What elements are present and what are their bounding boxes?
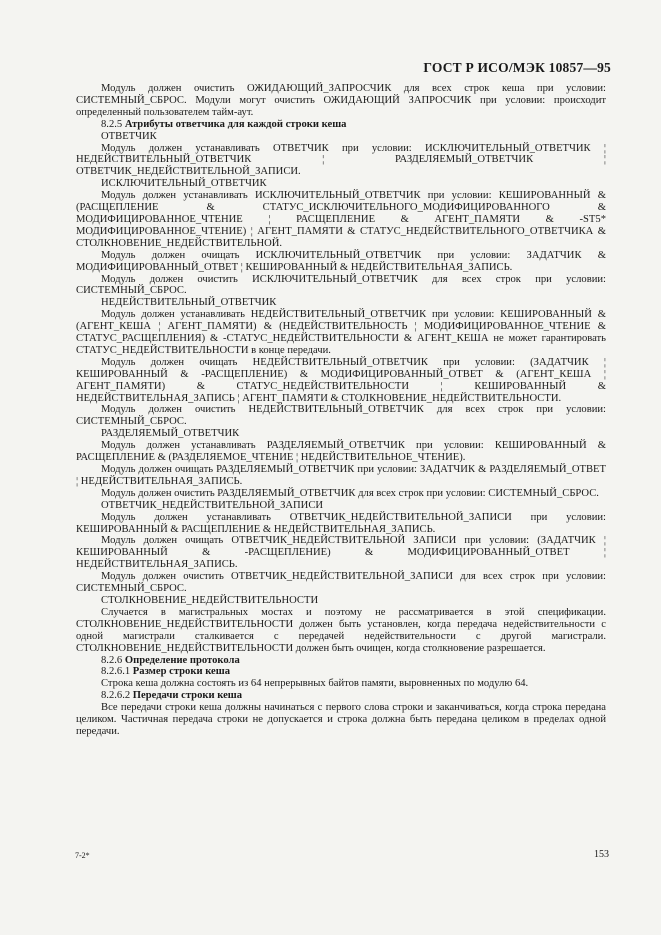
paragraph: Модуль должен устанавливать ОТВЕТЧИК при условии: ИСКЛЮЧИТЕЛЬНЫЙ_ОТВЕТЧИК ¦ НЕДЕЙСТВИТЕЛЬНЫЙ_ОТВЕТЧИК ¦ РАЗДЕЛЯЕМЫЙ_ОТВЕТЧИК ¦ ОТВЕТЧИК_НЕДЕЙСТВИТЕЛЬНОЙ_ЗАПИСИ. <box>76 142 606 178</box>
attribute-title: РАЗДЕЛЯЕМЫЙ_ОТВЕТЧИК <box>101 428 240 440</box>
attribute-title: СТОЛКНОВЕНИЕ_НЕДЕЙСТВИТЕЛЬНОСТИ <box>101 594 319 606</box>
attribute-title: ОТВЕТЧИК_НЕДЕЙСТВИТЕЛЬНОЙ_ЗАПИСИ <box>101 499 324 511</box>
section-title: Передачи строки кеша <box>132 690 243 702</box>
paragraph: Случается в магистральных мостах и поэтому не рассматривается в этой спецификации. СТОЛКНОВЕНИЕ_НЕДЕЙСТВИТЕЛЬНОСТИ должен быть установлен, когда передача недействительности с одной магистрали сталкивается с передачей недействительности с другой магистрали. СТОЛКНОВЕНИЕ_НЕДЕЙСТВИТЕЛЬНОСТИ должен быть очищен, когда столкновение разрешается. <box>76 606 606 654</box>
section-title: Определение протокола <box>124 654 240 666</box>
section-heading <box>76 655 606 667</box>
section-heading <box>76 666 606 678</box>
paragraph: Все передачи строки кеша должны начинаться с первого слова строки и заканчиваться, когда строка передана целиком. Частичная передача строки не допускается и строка должна быть передана целиком в пределах одной передачи. <box>76 702 606 737</box>
paragraph: Модуль должен очищать НЕДЕЙСТВИТЕЛЬНЫЙ_ОТВЕТЧИК при условии: (ЗАДАТЧИК ¦ КЕШИРОВАННЫЙ & -РАСЩЕПЛЕНИЕ) & МОДИФИЦИРОВАННЫЙ_ОТВЕТ & (АГЕНТ_КЕША ¦ АГЕНТ_ПАМЯТИ) & СТАТУС_НЕДЕЙСТВИТЕЛЬНОСТИ ¦ КЕШИРОВАННЫЙ & НЕДЕЙСТВИТЕЛЬНАЯ_ЗАПИСЬ ¦ АГЕНТ_ПАМЯТИ & СТОЛКНОВЕНИЕ_НЕДЕЙСТВИТЕЛЬНОСТИ. <box>76 356 606 404</box>
paragraph: Модуль должен очищать ИСКЛЮЧИТЕЛЬНЫЙ_ОТВЕТЧИК при условии: ЗАДАТЧИК & МОДИФИЦИРОВАННЫЙ_ОТВЕТ ¦ КЕШИРОВАННЫЙ & НЕДЕЙСТВИТЕЛЬНАЯ_ЗАПИСЬ. <box>76 249 606 273</box>
section-number: 8.2.6.1 <box>101 666 131 678</box>
paragraph: Модуль должен очистить РАЗДЕЛЯЕМЫЙ_ОТВЕТЧИК для всех строк при условии: СИСТЕМНЫЙ_СБРОС. <box>101 487 599 499</box>
attribute-heading <box>76 595 606 607</box>
paragraph: Модуль должен устанавливать НЕДЕЙСТВИТЕЛЬНЫЙ_ОТВЕТЧИК при условии: КЕШИРОВАННЫЙ & (АГЕНТ_КЕША ¦ АГЕНТ_ПАМЯТИ) & (НЕДЕЙСТВИТЕЛЬНОСТЬ ¦ МОДИФИЦИРОВАННОЕ_ЧТЕНИЕ & СТАТУС_РАСЩЕПЛЕНИЯ) & -СТАТУС_НЕДЕЙСТВИТЕЛЬНОСТИ & АГЕНТ_КЕША не может гарантировать СТАТУС_НЕДЕЙСТВИТЕЛЬНОСТИ в конце передачи. <box>76 309 606 356</box>
paragraph: Модуль должен устанавливать ОТВЕТЧИК_НЕДЕЙСТВИТЕЛЬНОЙ_ЗАПИСИ при условии: КЕШИРОВАННЫЙ & РАСЩЕПЛЕНИЕ & НЕДЕЙСТВИТЕЛЬНАЯ_ЗАПИСЬ. <box>76 511 606 535</box>
section-title: Размер строки кеша <box>132 666 230 678</box>
attribute-heading <box>76 428 606 440</box>
section-number: 8.2.6.2 <box>101 690 131 702</box>
section-title: Атрибуты ответчика для каждой строки кеша <box>124 118 347 130</box>
paragraph: Модуль должен очистить ОЖИДАЮЩИЙ_ЗАПРОСЧИК для всех строк кеша при условии: СИСТЕМНЫЙ_СБРОС. Модули могут очистить ОЖИДАЮЩИЙ ЗАПРОСЧИК при условии: происходит определенный пользователем тайм-аут. <box>76 83 606 118</box>
attribute-title: ОТВЕТЧИК <box>101 130 157 142</box>
attribute-title: НЕДЕЙСТВИТЕЛЬНЫЙ_ОТВЕТЧИК <box>101 297 277 309</box>
paragraph: Модуль должен очищать ОТВЕТЧИК_НЕДЕЙСТВИТЕЛЬНОЙ ЗАПИСИ при условии: (ЗАДАТЧИК ¦ КЕШИРОВАННЫЙ & -РАСЩЕПЛЕНИЕ) & МОДИФИЦИРОВАННЫЙ_ОТВЕТ ¦ НЕДЕЙСТВИТЕЛЬНАЯ_ЗАПИСЬ. <box>76 535 606 571</box>
section-heading <box>76 690 606 702</box>
footer-mark: 7-2* <box>75 851 90 860</box>
attribute-title: ИСКЛЮЧИТЕЛЬНЫЙ_ОТВЕТЧИК <box>101 178 267 190</box>
attribute-heading <box>76 297 606 309</box>
page-number: 153 <box>594 849 609 860</box>
attribute-heading <box>76 131 606 143</box>
paragraph: Модуль должен очистить НЕДЕЙСТВИТЕЛЬНЫЙ_ОТВЕТЧИК для всех строк при условии: СИСТЕМНЫЙ_СБРОС. <box>76 404 606 428</box>
paragraph: Модуль должен устанавливать ИСКЛЮЧИТЕЛЬНЫЙ_ОТВЕТЧИК при условии: КЕШИРОВАННЫЙ & (РАСЩЕПЛЕНИЕ & СТАТУС_ИСКЛЮЧИТЕЛЬНОГО_МОДИФИЦИРОВАННОГО & МОДИФИЦИРОВАННОЕ_ЧТЕНИЕ ¦ РАСЩЕПЛЕНИЕ & АГЕНТ_ПАМЯТИ & -ST5* МОДИФИЦИРОВАННОЕ_ЧТЕНИЕ) ¦ АГЕНТ_ПАМЯТИ & СТАТУС_НЕДЕЙСТВИТЕЛЬНОГО_ОТВЕТЧИКА & СТОЛКНОВЕНИЕ_НЕДЕЙСТВИТЕЛЬНОЙ. <box>76 190 606 249</box>
standard-header: ГОСТ Р ИСО/МЭК 10857—95 <box>423 60 611 75</box>
section-number: 8.2.6 <box>101 654 123 666</box>
attribute-heading <box>76 500 606 512</box>
paragraph: Строка кеша должна состоять из 64 непрерывных байтов памяти, выровненных по модулю 64. <box>101 678 529 690</box>
paragraph: Модуль должен очистить ИСКЛЮЧИТЕЛЬНЫЙ_ОТВЕТЧИК для всех строк при условии: СИСТЕМНЫЙ_СБРОС. <box>76 273 606 297</box>
document-body <box>76 83 606 738</box>
section-number: 8.2.5 <box>101 118 123 130</box>
paragraph: Модуль должен очищать РАЗДЕЛЯЕМЫЙ_ОТВЕТЧИК при условии: ЗАДАТЧИК & РАЗДЕЛЯЕМЫЙ_ОТВЕТ ¦ НЕДЕЙСТВИТЕЛЬНАЯ_ЗАПИСЬ. <box>76 464 606 487</box>
section-heading <box>76 119 606 131</box>
paragraph: Модуль должен устанавливать РАЗДЕЛЯЕМЫЙ_ОТВЕТЧИК при условии: КЕШИРОВАННЫЙ & РАСЩЕПЛЕНИЕ & (РАЗДЕЛЯЕМОЕ_ЧТЕНИЕ ¦ НЕДЕЙСТВИТЕЛЬНОЕ_ЧТЕНИЕ). <box>76 440 606 464</box>
paragraph: Модуль должен очистить ОТВЕТЧИК_НЕДЕЙСТВИТЕЛЬНОЙ_ЗАПИСИ для всех строк при условии: СИСТЕМНЫЙ_СБРОС. <box>76 571 606 595</box>
attribute-heading <box>76 178 606 190</box>
